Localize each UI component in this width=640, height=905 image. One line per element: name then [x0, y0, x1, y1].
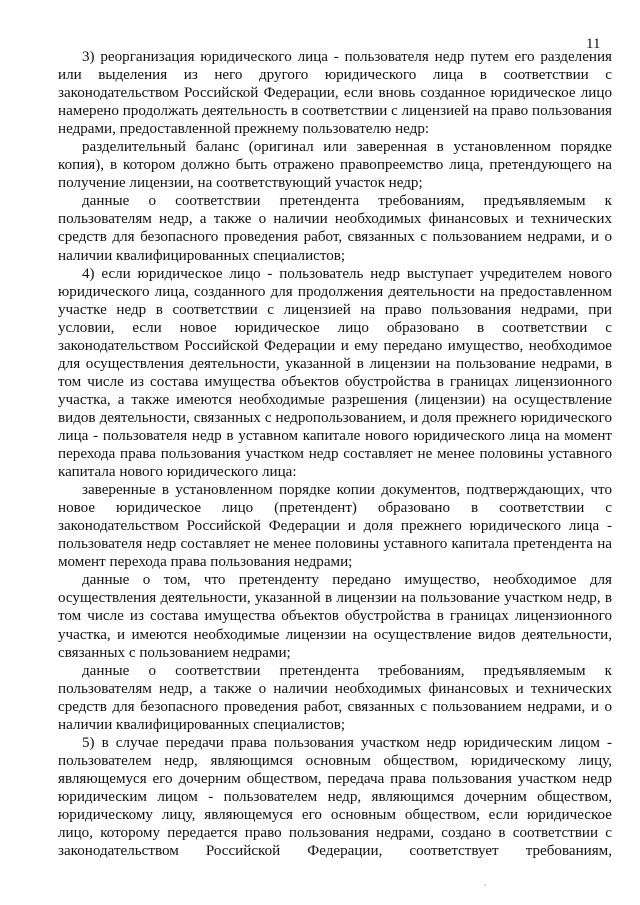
scan-speck [484, 884, 486, 886]
paragraph-reorganization-item-3: 3) реорганизация юридического лица - пользователя недр путем его разделения или выделения из него другого юридического лица в соответствии с законодательством Российской Федерации, если вновь созданное юридическое лицо намерено продолжать деятельность в соответствии с лицензией на право пользования недрами, предоставленной прежнему пользователю недр: [58, 49, 612, 138]
paragraph-applicant-compliance-repeat: данные о соответствии претендента требованиям, предъявляемым к пользователям недр, а также о наличии необходимых финансовых и технических средств для безопасного проведения работ, связанных с пользованием недрами, и о наличии квалифицированных специалистов; [58, 662, 612, 733]
paragraph-subsidiary-item-5: 5) в случае передачи права пользования участком недр юридическим лицом - пользователем недр, являющимся основным обществом, юридическому лицу, являющемуся его дочерним обществом, передача права пользования участком недр юридическим лицом - пользователем недр, являющимся дочерним обществом, юридическому лицу, являющемуся его основным обществом, если юридическое лицо, которому передается право пользования недрами, создано в соответствии с законодательством Российской Федерации, соответствует требованиям, [58, 734, 612, 860]
document-body [58, 48, 612, 860]
paragraph-founder-item-4: 4) если юридическое лицо - пользователь недр выступает учредителем нового юридического лица, созданного для продолжения деятельности на предоставленном участке недр в соответствии с лицензией на право пользования недрами, при условии, если новое юридическое лицо образовано в соответствии с законодательством Российской Федерации и ему передано имущество, необходимое для осуществления деятельности, указанной в лицензии на пользование недрами, в том числе из состава имущества объектов обустройства в границах лицензионного участка, а также имеются необходимые разрешения (лицензии) на осуществление видов деятельности, связанных с недропользованием, и доля прежнего юридического лица - пользователя недр в уставном капитале нового юридического лица на момент перехода права пользования участком недр составляет не менее половины уставного капитала нового юридического лица: [58, 265, 612, 481]
paragraph-certified-copies: заверенные в установленном порядке копии документов, подтверждающих, что новое юридическое лицо (претендент) образовано в соответствии с законодательством Российской Федерации и доля прежнего юридического лица - пользователя недр составляет не менее половины уставного капитала претендента на момент перехода права пользования недрами; [58, 482, 612, 571]
paragraph-separation-balance: разделительный баланс (оригинал или заверенная в установленном порядке копия), в котором должно быть отражено правопреемство лица, претендующего на получение лицензии, на соответствующий участок недр; [58, 139, 612, 192]
page-number: 11 [586, 36, 601, 52]
paragraph-applicant-compliance: данные о соответствии претендента требованиям, предъявляемым к пользователям недр, а также о наличии необходимых финансовых и технических средств для безопасного проведения работ, связанных с пользованием недрами, и о наличии квалифицированных специалистов; [58, 193, 612, 264]
paragraph-transferred-property: данные о том, что претенденту передано имущество, необходимое для осуществления деятельности, указанной в лицензии на пользование участком недр, в том числе из состава имущества объектов обустройства в границах лицензионного участка, и имеются необходимые лицензии на осуществление видов деятельности, связанных с пользованием недрами; [58, 572, 612, 661]
